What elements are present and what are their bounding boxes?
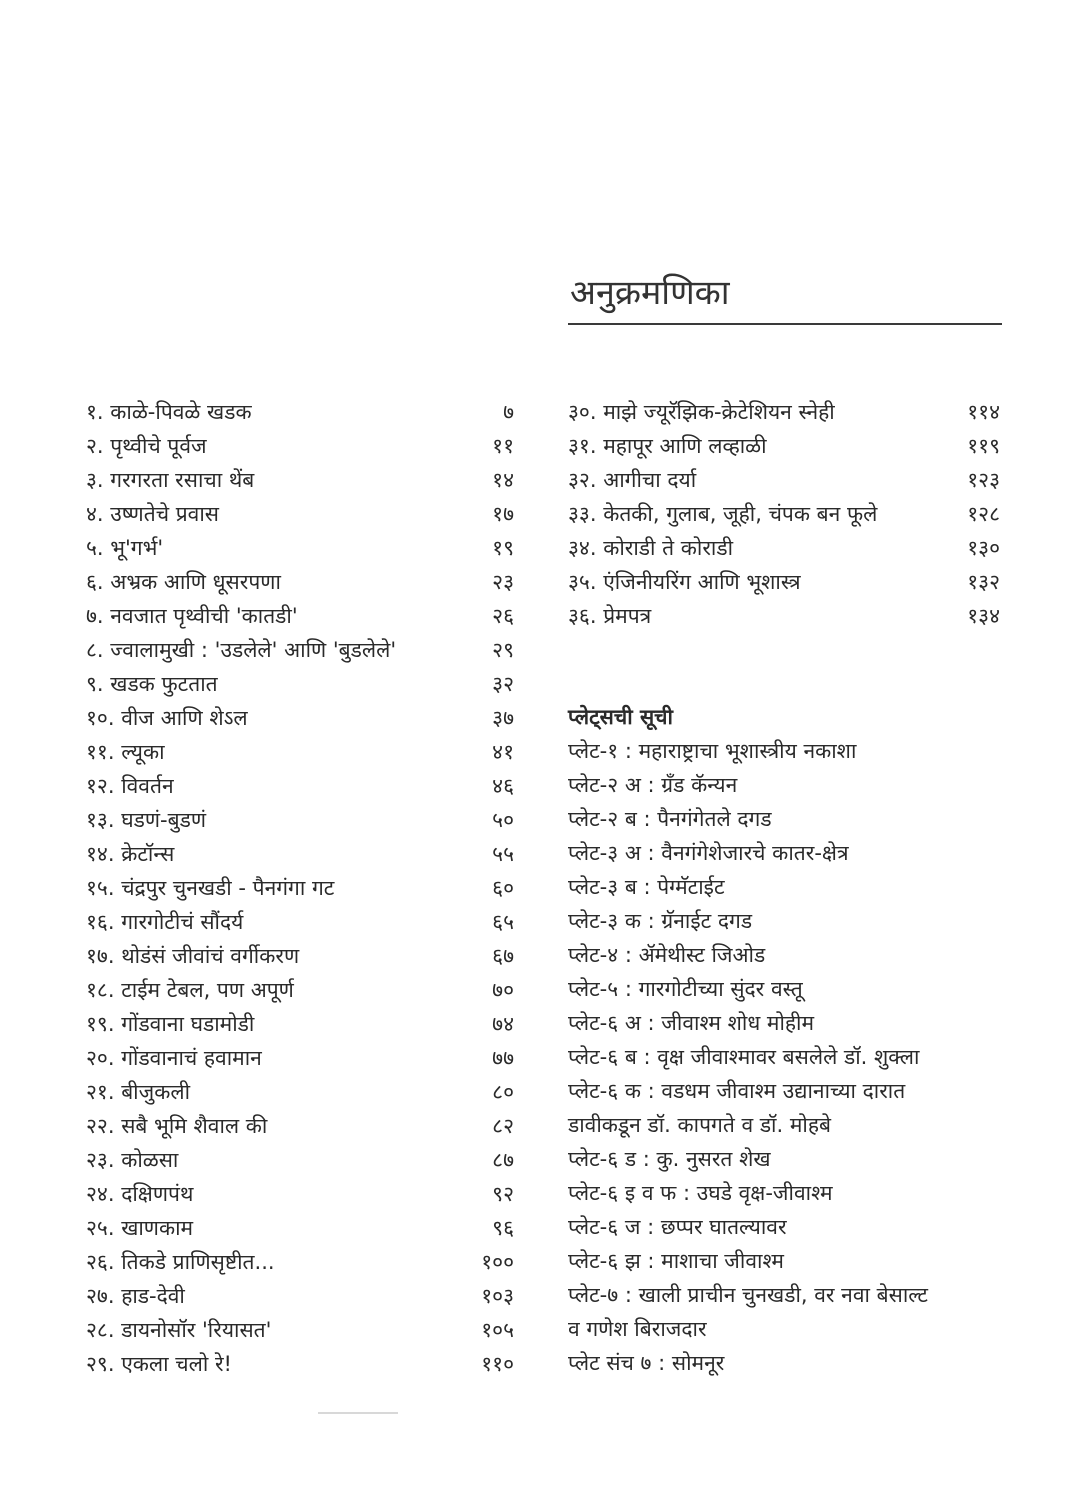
toc-entry-title: १७. थोडंसं जीवांचं वर्गीकरण — [86, 944, 300, 968]
toc-entry — [568, 395, 1000, 429]
toc-entry — [86, 497, 514, 531]
plate-entry: व गणेश बिराजदार — [568, 1317, 707, 1341]
toc-entry-page: १७ — [492, 502, 514, 526]
toc-entry-page: १२८ — [967, 502, 1000, 526]
toc-entry — [86, 667, 514, 701]
toc-entry — [568, 599, 1000, 633]
toc-entry-title: २८. डायनोसॉर 'रियासत' — [86, 1318, 272, 1342]
toc-entry-title: ३४. कोराडी ते कोराडी — [568, 536, 734, 560]
toc-entry-page: ९६ — [492, 1216, 514, 1240]
toc-entry-title: २६. तिकडे प्राणिसृष्टीत... — [86, 1250, 275, 1274]
toc-entry-title: १८. टाईम टेबल, पण अपूर्ण — [86, 978, 294, 1002]
toc-entry — [86, 1177, 514, 1211]
toc-entry-page: ७ — [503, 400, 514, 424]
toc-entry-title: १०. वीज आणि शेऽल — [86, 706, 248, 730]
toc-entry-page: ७४ — [492, 1012, 514, 1036]
toc-entry — [568, 429, 1000, 463]
toc-entry-page: ७० — [492, 978, 514, 1002]
toc-entry-page: १९ — [492, 536, 514, 560]
toc-entry-title: २१. बीजुकली — [86, 1080, 191, 1104]
toc-entry-title: ३६. प्रेमपत्र — [568, 604, 652, 628]
toc-entry — [86, 701, 514, 735]
toc-entry-title: ६. अभ्रक आणि धूसरपणा — [86, 570, 281, 594]
toc-entry-page: ११४ — [967, 400, 1000, 424]
toc-entry-page: ९२ — [492, 1182, 514, 1206]
toc-entry — [86, 1075, 514, 1109]
toc-entry-title: १४. क्रेटॉन्स — [86, 842, 175, 866]
plate-entry: प्लेट-४ : ॲमेथीस्ट जिओड — [568, 943, 766, 967]
toc-entry — [86, 939, 514, 973]
toc-entry — [86, 429, 514, 463]
toc-entry-title: ११. ल्यूका — [86, 740, 165, 764]
toc-entry-title: २९. एकला चलो रे! — [86, 1352, 232, 1376]
plate-entry: प्लेट-६ ड : कु. नुसरत शेख — [568, 1147, 771, 1171]
plate-entry: प्लेट-३ अ : वैनगंगेशेजारचे कातर-क्षेत्र — [568, 841, 849, 865]
toc-entry-page: २३ — [492, 570, 514, 594]
toc-entry-page: ११९ — [967, 434, 1000, 458]
toc-entry-page: १०० — [481, 1250, 514, 1274]
toc-entry-page: ८२ — [492, 1114, 514, 1138]
toc-entry — [568, 565, 1000, 599]
toc-entry-title: २२. सबै भूमि शैवाल की — [86, 1114, 268, 1138]
plate-entry: प्लेट-७ : खाली प्राचीन चुनखडी, वर नवा बेसाल्ट — [568, 1283, 928, 1307]
toc-entry-title: ९. खडक फुटतात — [86, 672, 218, 696]
plate-entry: प्लेट-६ ब : वृक्ष जीवाश्मावर बसलेले डॉ. शुक्ला — [568, 1045, 920, 1069]
toc-entry-title: १. काळे-पिवळे खडक — [86, 400, 252, 424]
toc-entry — [86, 1041, 514, 1075]
toc-entry — [86, 1347, 514, 1381]
toc-entry-page: १०३ — [481, 1284, 514, 1308]
toc-left-column — [86, 395, 514, 1381]
toc-entry — [86, 1007, 514, 1041]
plates-heading: प्लेट्सची सूची — [568, 705, 673, 729]
toc-entry — [568, 531, 1000, 565]
toc-entry-title: ३३. केतकी, गुलाब, जूही, चंपक बन फूले — [568, 502, 878, 526]
toc-entry-page: १३४ — [967, 604, 1000, 628]
toc-entry-page: १४ — [492, 468, 514, 492]
toc-entry — [86, 599, 514, 633]
toc-entry-title: ३०. माझे ज्यूरॅझिक-क्रेटेशियन स्नेही — [568, 400, 835, 424]
toc-entry-page: ११ — [492, 434, 514, 458]
toc-entry-page: ३७ — [492, 706, 514, 730]
toc-entry-page: ६० — [492, 876, 514, 900]
toc-entry — [86, 871, 514, 905]
toc-entry — [86, 1245, 514, 1279]
toc-entry — [86, 1211, 514, 1245]
toc-entry-title: १६. गारगोटीचं सौंदर्य — [86, 910, 244, 934]
toc-entry-page: १०५ — [481, 1318, 514, 1342]
plate-entry: प्लेट-३ क : ग्रॅनाईट दगड — [568, 909, 753, 933]
plate-entry: प्लेट-१ : महाराष्ट्राचा भूशास्त्रीय नकाशा — [568, 739, 857, 763]
toc-entry — [86, 837, 514, 871]
toc-entry-title: ८. ज्वालामुखी : 'उडलेले' आणि 'बुडलेले' — [86, 638, 397, 662]
toc-entry-page: २६ — [492, 604, 514, 628]
plates-list — [568, 734, 1008, 1380]
toc-entry-title: ५. भू'गर्भ' — [86, 536, 164, 560]
toc-entry-page: १३० — [967, 536, 1000, 560]
toc-right-column — [568, 395, 1000, 633]
toc-entry-title: २४. दक्षिणपंथ — [86, 1182, 194, 1206]
toc-entry-page: १२३ — [967, 468, 1000, 492]
plate-entry: प्लेट-५ : गारगोटीच्या सुंदर वस्तू — [568, 977, 803, 1001]
toc-entry-page: ७७ — [492, 1046, 514, 1070]
plate-entry: प्लेट-३ ब : पेग्मॅटाईट — [568, 875, 725, 899]
toc-entry — [86, 1313, 514, 1347]
plate-entry: प्लेट-२ ब : पैनगंगेतले दगड — [568, 807, 772, 831]
plate-entry: प्लेट-६ झ : माशाचा जीवाश्म — [568, 1249, 784, 1273]
toc-entry — [86, 973, 514, 1007]
toc-entry-page: ८० — [492, 1080, 514, 1104]
toc-entry — [86, 905, 514, 939]
toc-entry-title: ३२. आगीचा दर्या — [568, 468, 697, 492]
plate-entry: प्लेट संच ७ : सोमनूर — [568, 1351, 725, 1375]
toc-entry — [86, 1279, 514, 1313]
page-title: अनुक्रमणिका — [570, 273, 730, 313]
toc-entry — [86, 633, 514, 667]
toc-entry-title: ३५. एंजिनीयरिंग आणि भूशास्त्र — [568, 570, 801, 594]
toc-entry — [568, 497, 1000, 531]
toc-entry-title: २३. कोळसा — [86, 1148, 179, 1172]
toc-entry-page: ११० — [481, 1352, 514, 1376]
toc-entry-page: १३२ — [967, 570, 1000, 594]
page-smudge — [318, 1412, 398, 1414]
toc-entry-title: ३. गरगरता रसाचा थेंब — [86, 468, 255, 492]
toc-entry-page: ४६ — [492, 774, 514, 798]
plate-entry: प्लेट-२ अ : ग्रँड कॅन्यन — [568, 773, 738, 797]
toc-entry — [86, 1109, 514, 1143]
toc-entry — [86, 395, 514, 429]
plate-entry: प्लेट-६ ज : छप्पर घातल्यावर — [568, 1215, 787, 1239]
toc-entry-title: १५. चंद्रपुर चुनखडी - पैनगंगा गट — [86, 876, 335, 900]
toc-entry-title: ७. नवजात पृथ्वीची 'कातडी' — [86, 604, 298, 628]
toc-entry-title: २५. खाणकाम — [86, 1216, 194, 1240]
toc-entry — [86, 803, 514, 837]
toc-entry-page: ५० — [492, 808, 514, 832]
toc-entry — [86, 531, 514, 565]
toc-entry-title: २०. गोंडवानाचं हवामान — [86, 1046, 262, 1070]
toc-entry-title: २७. हाड-देवी — [86, 1284, 185, 1308]
toc-entry-page: ८७ — [492, 1148, 514, 1172]
toc-entry-page: ५५ — [492, 842, 514, 866]
toc-entry-page: २९ — [492, 638, 514, 662]
plate-entry: प्लेट-६ क : वडधम जीवाश्म उद्यानाच्या दारात — [568, 1079, 906, 1103]
toc-entry-title: ३१. महापूर आणि लव्हाळी — [568, 434, 767, 458]
toc-entry-title: ४. उष्णतेचे प्रवास — [86, 502, 219, 526]
toc-entry — [86, 463, 514, 497]
title-underline — [568, 323, 1002, 325]
toc-entry — [86, 735, 514, 769]
toc-entry — [568, 463, 1000, 497]
toc-entry-title: १९. गोंडवाना घडामोडी — [86, 1012, 255, 1036]
toc-entry-title: १२. विवर्तन — [86, 774, 174, 798]
toc-entry — [86, 769, 514, 803]
toc-entry-page: ६७ — [492, 944, 514, 968]
plate-entry: डावीकडून डॉ. कापगते व डॉ. मोहबे — [568, 1113, 831, 1137]
plate-entry: प्लेट-६ अ : जीवाश्म शोध मोहीम — [568, 1011, 815, 1035]
toc-entry — [86, 565, 514, 599]
toc-entry-page: ६५ — [492, 910, 514, 934]
toc-entry-page: ४१ — [492, 740, 514, 764]
toc-entry — [86, 1143, 514, 1177]
toc-entry-title: १३. घडणं-बुडणं — [86, 808, 207, 832]
toc-entry-page: ३२ — [492, 672, 514, 696]
toc-entry-title: २. पृथ्वीचे पूर्वज — [86, 434, 207, 458]
plate-entry: प्लेट-६ इ व फ : उघडे वृक्ष-जीवाश्म — [568, 1181, 833, 1205]
